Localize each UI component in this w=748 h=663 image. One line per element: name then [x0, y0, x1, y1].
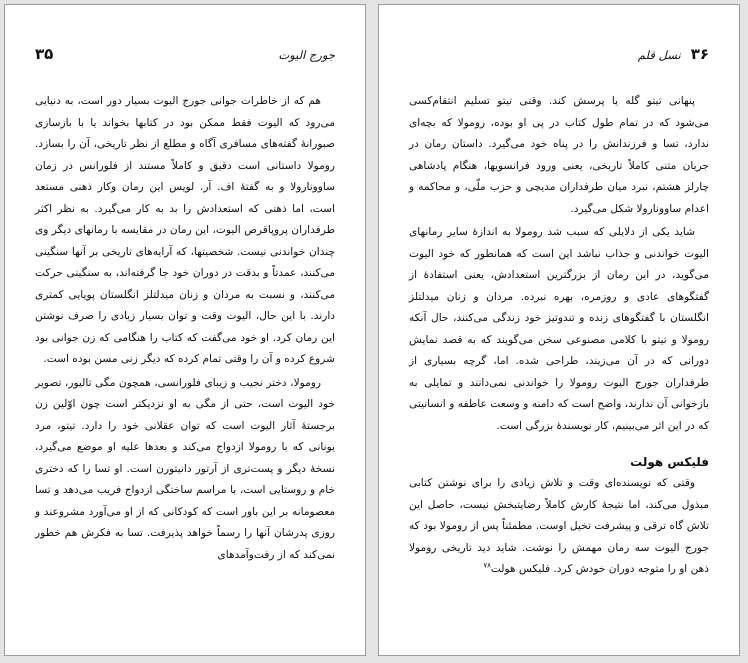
paragraph-text: وقتی که نویسنده‌ای وقت و تلاش زیادی را برای نوشتن کتابی مبذول می‌کند، اما نتیجهٔ کارش کاملاً رضایتبخش نیست، حاصل این تلاش گاه ترقی و پیشرفت تخیل اوست. مطمئناً پس از رومولا بود که جورج الیوت سه رمان مهمش را نوشت. شاید دید تاریخی رومولا ذهن او را متوجه دوران خودش کرد. فلیکس هولت — [409, 477, 709, 575]
section-heading: فلیکس هولت — [630, 455, 709, 469]
right-book-page — [378, 4, 740, 656]
running-title: نسل قلم — [637, 48, 681, 62]
paragraph — [409, 473, 709, 581]
page-body-text — [35, 91, 335, 566]
page-body-text — [409, 91, 709, 581]
page-header — [35, 45, 335, 67]
paragraph: رومولا، دختر نجیب و زیبای فلورانسی، همچون مگی تالیور، تصویر خود الیوت است، حتی از مگی به او نزدیکتر است چون اوّلین زن برجستهٔ آثار الیوت است که توان عقلانی خود را دارد. تیتو، مرد یونانی که با رومولا ازدواج می‌کند و بعدها علیه او موضع می‌گیرد، نسخهٔ دیگر و پست‌تری از آرتور دانیتورن است. او تسا را که دختری خام و روستایی است، با مراسم ساختگی ازدواج فریب می‌دهد و تسا معصومانه بر این باور است که کودکانی که از او می‌آورد مشروعند و روزی پدرشان آنها را رسماً خواهد پذیرفت. تسا به فکرش هم خطور نمی‌کند که از رفت‌وآمدهای — [35, 376, 335, 561]
paragraph: هم که از خاطرات جوانی جورج الیوت بسیار دور است، به دنیایی می‌رود که الیوت فقط ممکن بود در کتابها بخواند یا با بازسازی صبورانهٔ گفته‌های مسافری آگاه و مطلع از نظر تاریخی، آن را بسازد. رومولا داستانی است دقیق و کاملاً مستند از فلورانس در زمان ساوونارولا و به گفتهٔ اف. آر. لویس این رمان وکار ذهنی مستعد است، اما ذهنی که استعدادش را بد به کار می‌گیرد. به نظر اکثر طرفداران پروپاقرص الیوت، این رمان در مقایسه با رمانهای دیگر وی چندان خواندنی نیست. شخصیتها، که آرایه‌های تاریخی بر آنها سنگینی می‌کنند، عمدتاً و بدقت در دوران خود جا گرفته‌اند، به سنگینی حرکت می‌کنند، و نسبت به مردان و زنان میدلتلز انگلستان پویایی کمتری دارند. با این حال، الیوت وقت و توان بسیار زیادی را صرف نوشتن این رمان کرد. او خود می‌گفت که کتاب را هنگامی که زن جوانی بود شروع کرده و آن را وقتی تمام کرده که دیگر زنی مسن بوده است. — [35, 95, 335, 365]
paragraph: پنهانی تیتو گله یا پرسش کند. وقتی تیتو تسلیم انتقام‌کسی می‌شود که در تمام طول کتاب در پی او بوده، رومولا که بچه‌ای ندارد، تسا و فرزندانش را در پناه خود می‌گیرد. داستان رمان در جریان متنی کاملاً تاریخی، یعنی ورود فرانسویها، هنگام پادشاهی چارلز هشتم، نبرد میان طرفداران مدیچی و حزب ملّی، و محاکمه و اعدام ساوونارولا شکل می‌گیرد. — [409, 95, 709, 215]
footnote-ref: ۷۸ — [483, 561, 491, 570]
page-header — [409, 45, 709, 67]
left-book-page — [4, 4, 366, 656]
page-number: ۳۶ — [690, 45, 709, 63]
page-number: ۳۵ — [35, 45, 54, 63]
paragraph: شاید یکی از دلایلی که سبب شد رومولا به اندازهٔ سایر رمانهای الیوت خواندنی و جذاب نباشد این است که همانطور که خود الیوت می‌گوید، در این رمان از بزرگترین استعدادش، یعنی استفادهٔ از گفتگوهای عادی و روزمره، بهره نبرده. مردان و زنان میدلتلز انگلستان با گفتگوهای زنده و تندوتیز خود زندگی می‌کنند، حال آنکه رومولا و تیتو با کلامی مصنوعی سخن می‌گویند که به قصد نمایش دورانی که در آن می‌زیند، طراحی شده. اما، گرچه بسیاری از طرفداران جورج الیوت رومولا را خواندنی نمی‌دانند و تمایلی به بازخوانی آن ندارند، واضح است که دامنه و وسعت عاطفه و انسانیتی که در این اثر می‌بینیم، کار نویسندهٔ بزرگی است. — [409, 226, 709, 432]
running-title: جورج الیوت — [278, 48, 335, 62]
